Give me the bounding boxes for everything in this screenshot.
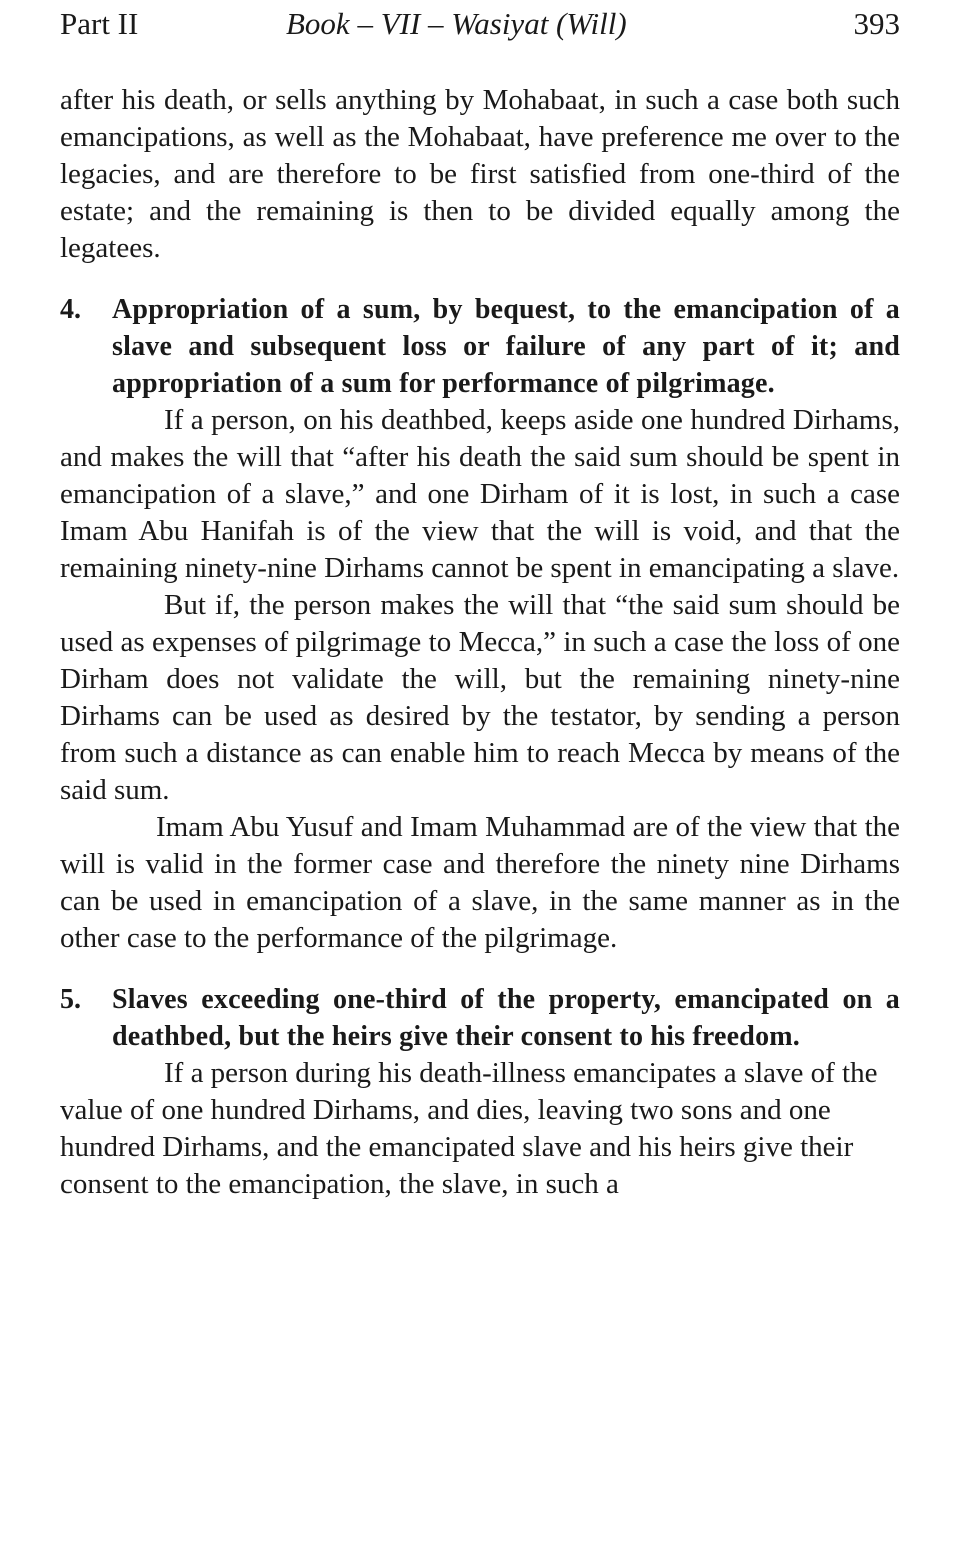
paragraph: Imam Abu Yusuf and Imam Muhammad are of the view that the will is valid in the former case and therefore the ninety nine Dirhams can be used in emancipation of a slave, in the same manner as in the other case to the performance of the pilgrimage.	[60, 811, 900, 954]
paragraph: If a person during his death-illness emancipates a slave of the value of one hundred Dirhams, and dies, leaving two sons and one hundred Dirhams, and the emancipated slave and his heirs give their consent to the emancipation, the slave, in such a	[60, 1057, 878, 1200]
section-number: 5.	[60, 984, 81, 1015]
running-header	[60, 4, 900, 52]
section-title: Appropriation of a sum, by bequest, to the emancipation of a slave and subsequent loss or failure of any part of it; and appropriation of a sum for performance of pilgrimage.	[112, 294, 900, 399]
part-label: Part II	[60, 6, 139, 41]
paragraph-continued: after his death, or sells anything by Mohabaat, in such a case both such emancipations, as well as the Mohabaat, have preference me over to the legacies, and are therefore to be first satisfied from one-third of the estate; and the remaining is then to be divided equally among the legatees.	[60, 84, 900, 264]
section-heading-5	[60, 981, 900, 1055]
book-title: Book – VII – Wasiyat (Will)	[286, 6, 627, 41]
section-number: 4.	[60, 294, 81, 325]
paragraph: If a person, on his deathbed, keeps aside one hundred Dirhams, and makes the will that “after his death the said sum should be spent in emancipation of a slave,” and one Dirham of it is lost, in such a case Imam Abu Hanifah is of the view that the will is void, and that the remaining ninety-nine Dirhams cannot be spent in emancipating a slave.	[60, 404, 900, 584]
section-title: Slaves exceeding one-third of the property, emancipated on a deathbed, but the heirs give their consent to his freedom.	[112, 984, 900, 1052]
paragraph: But if, the person makes the will that “the said sum should be used as expenses of pilgrimage to Mecca,” in such a case the loss of one Dirham does not validate the will, but the remaining ninety-nine Dirhams can be used as desired by the testator, by sending a person from such a distance as can enable him to reach Mecca by means of the said sum.	[60, 589, 900, 806]
book-page	[60, 0, 900, 1203]
page-number: 393	[853, 6, 900, 41]
section-heading-4	[60, 291, 900, 402]
